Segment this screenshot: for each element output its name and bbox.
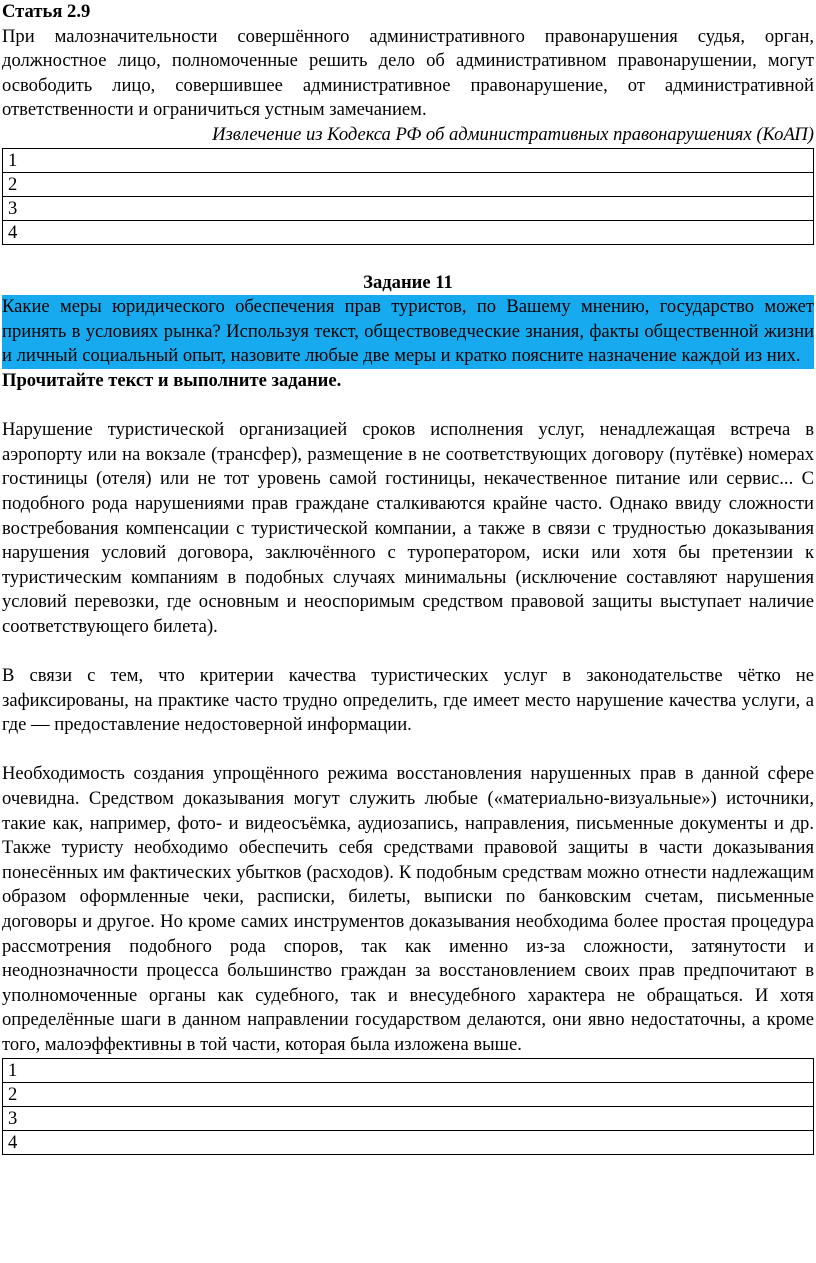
spacer (2, 639, 814, 664)
reading-paragraph: В связи с тем, что критерии качества туристических услуг в законодательстве чётко не зафиксированы, на практике часто трудно определить, где имеет место нарушение качества услуги, а где — предоставление недостоверной информации. (2, 665, 814, 736)
reading-paragraph: Необходимость создания упрощённого режима восстановления нарушенных прав в данной сфере очевидна. Средством доказывания могут служить любые («материально-визуальные») источники, такие как, например, фото- и видеосъёмка, аудиозапись, направления, письменные документы и др. Также туристу необходимо обеспечить себя средствами правовой защиты в части доказывания понесённых им фактических убытков (расходов). К подобным средствам можно отнести надлежащим образом оформленные чеки, расписки, билеты, выписки по банковским счетам, письменные договоры и другое. Но кроме самих инструментов доказывания необходима более простая процедура рассмотрения подобного рода споров, так как именно из-за сложности, затянутости и неоднозначности процесса большинство граждан за восстановлением своих прав предпочитают в уполномоченные органы как судебного, так и внесудебного характера не обращаться. И хотя определённые шаги в данном направлении государством делаются, они явно недостаточны, а кроме того, малоэффективны в той части, которая была изложена выше. (2, 763, 814, 1055)
table-row (3, 172, 814, 196)
article-text: При малозначительности совершённого административного правонарушения судья, орган, должностное лицо, полномоченные решить дело об административном правонарушении, могут освободить лицо, совершившее административное правонарушение, от административной ответственности и ограничиться устным замечанием. (2, 25, 814, 121)
answer-cell[interactable]: 1 (3, 1058, 814, 1082)
table-row (3, 148, 814, 172)
article-source: Извлечение из Кодекса РФ об административных правонарушениях (КоАП) (212, 123, 814, 145)
answer-table-top (2, 148, 814, 245)
task-title: Задание 11 (363, 271, 453, 293)
answer-cell[interactable]: 4 (3, 1130, 814, 1154)
answer-table-bottom (2, 1058, 814, 1155)
answer-cell[interactable]: 3 (3, 196, 814, 220)
table-row (3, 196, 814, 220)
answer-cell[interactable]: 1 (3, 148, 814, 172)
document-page (2, 0, 814, 1155)
answer-cell[interactable]: 4 (3, 220, 814, 244)
table-row (3, 1130, 814, 1154)
spacer (2, 738, 814, 763)
table-row (3, 220, 814, 244)
answer-cell[interactable]: 2 (3, 172, 814, 196)
spacer (2, 245, 814, 271)
article-title: Статья 2.9 (2, 1, 91, 22)
table-row (3, 1058, 814, 1082)
task-instruction: Прочитайте текст и выполните задание. (2, 369, 342, 391)
reading-paragraph: Нарушение туристической организацией сроков исполнения услуг, ненадлежащая встреча в аэропорту или на вокзале (трансфер), размещение в не соответствующих договору (путёвке) номерах гостиницы (отеля) или не тот уровень самой гостиницы, некачественное питание или сервис... С подобного рода нарушениями прав граждане сталкиваются крайне часто. Однако ввиду сложности востребования компенсации с туристической компании, а также в связи с трудностью доказывания нарушения условий договора, заключённого с туроператором, иски или хотя бы претензии к туристическим компаниям в подобных случаях минимальны (исключение составляют нарушения условий перевозки, где основным и неоспоримым средством правовой защиты выступает наличие соответствующего билета). (2, 419, 814, 637)
task-text: Какие меры юридического обеспечения прав туристов, по Вашему мнению, государство может принять в условиях рынка? Используя текст, обществоведческие знания, факты общественной жизни и личный социальный опыт, назовите любые две меры и кратко поясните назначение каждой из них. (2, 295, 814, 369)
answer-cell[interactable]: 3 (3, 1106, 814, 1130)
table-row (3, 1106, 814, 1130)
table-row (3, 1082, 814, 1106)
answer-cell[interactable]: 2 (3, 1082, 814, 1106)
spacer (2, 394, 814, 419)
